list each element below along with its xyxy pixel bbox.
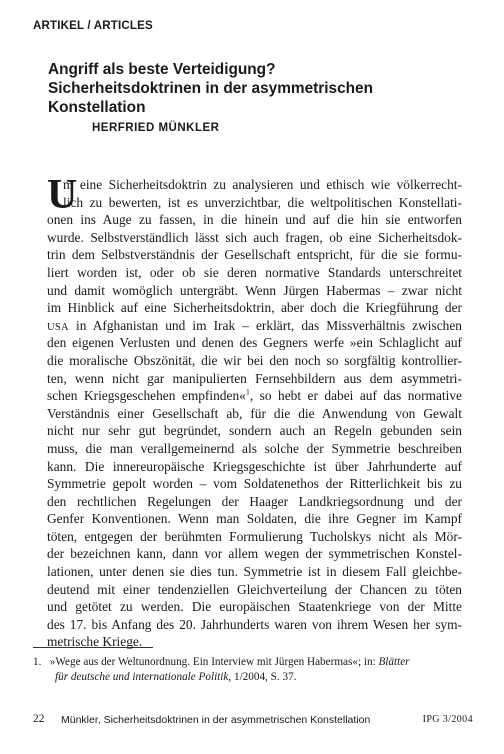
body-line: der bezeichnen kann, dann vor allem wegen der symmetrischen Konstel- [47,546,462,562]
body-line: den eigenen Verlusten und denen des Gegners werfe »ein Schlaglicht auf [47,335,462,351]
footnote-line [33,655,473,670]
footnote-number: 1. [33,656,42,668]
body-line: kann. Die innereuropäische Kriegsgeschichte ist über Jahrhunderte auf [47,458,462,474]
body-line: Genfer Konventionen. Wenn man Soldaten, die ihre Gegner im Kampf [47,511,462,527]
author-name: HERFRIED MÜNKLER [92,122,220,134]
title-line: Konstellation [48,99,146,116]
article-body [47,172,462,651]
body-line: schen Kriegsgeschehen empfinden«$^1$, so hebt er dabei auf das normative [47,387,462,404]
body-line: und getötet zu werden. Die europäischen Staatenkriege von der Mitte [47,599,462,615]
footnote-divider [33,647,153,648]
body-line: und damit womöglich untergräbt. Wenn Jürgen Habermas – zwar nicht [47,282,462,298]
body-line: onen ins Auge zu fassen, in die hinein und auf die hin sie entworfen [47,212,462,228]
body-line: nicht nur sehr gut begründet, sondern auch an Regeln gebunden sein [47,423,462,439]
body-line: töten, entgegen der berühmten Formulierung Tucholskys nicht als Mör- [47,528,462,544]
footnote-text-cont: für deutsche und internationale Politik, 1/2004, S. 37. [55,670,297,683]
body-line: deutend mit einer tendenziellen Gleichverteilung der Chancen zu töten [47,581,462,597]
body-line: im Hinblick auf eine Sicherheitsdoktrin, aber doch die Kriegführung der [47,300,462,316]
body-line: Verständnis einer Gesellschaft ab, für die die Anwendung von Gewalt [47,405,462,421]
body-line: wurde. Selbstverständlich lässt sich auch fragen, ob eine Sicherheitsdok- [47,229,462,245]
section-label: ARTIKEL / ARTICLES [33,20,153,32]
journal-issue: IPG 3/2004 [422,714,473,725]
body-line: muss, die man verallgemeinernd als solche der Symmetrie beschreiben [47,440,462,456]
body-line: Symmetrie gepolt worden – vom Soldatenethos der Ritterlichkeit bis zu [47,476,462,492]
body-line: lich zu bewerten, ist es unverzichtbar, die weltpolitischen Konstellati- [63,194,462,210]
body-lines [47,172,462,651]
body-line: die moralische Obszönität, die wir bei den noch so sorgfältig kontrollier- [47,352,462,368]
body-line: m eine Sicherheitsdoktrin zu analysieren und ethisch wie völkerrecht- [63,177,462,192]
body-line: USA in Afghanistan und im Irak – erklärt, das Missverhältnis zwischen [47,317,462,333]
footnote [33,655,473,684]
title-line: Sicherheitsdoktrinen in der asymmetrischen [48,80,374,97]
page-number: 22 [33,713,45,725]
title-line: Angriff als beste Verteidigung? [48,61,276,78]
body-line: des 17. bis Anfang des 20. Jahrhunderts waren von ihrem Wesen her sym- [47,616,462,632]
running-head: Münkler, Sicherheitsdoktrinen in der asymmetrischen Konstellation [61,714,371,726]
drop-cap: U [47,172,78,218]
body-line: lationen, unter denen sie dies tun. Symmetrie ist in diesem Fall gleichbe- [47,564,462,580]
body-line: den rechtlichen Regelungen der Haager Landkriegsordnung und der [47,493,462,509]
page-footer [33,713,473,729]
footnote-text: »Wege aus der Weltunordnung. Ein Interview mit Jürgen Habermas«; in: Blätter [49,656,410,668]
body-line: metrische Kriege. [47,634,143,650]
body-line: ten, wenn nicht gar manipulierten Fernsehbildern aus dem asymmetri- [47,370,462,386]
article-title [48,60,468,117]
body-line: liert worden ist, oder ob sie deren normative Standards unterschreitet [47,264,462,280]
body-line: trin dem Selbstverständnis der Gesellschaft entspricht, für die sie formu- [47,247,462,263]
